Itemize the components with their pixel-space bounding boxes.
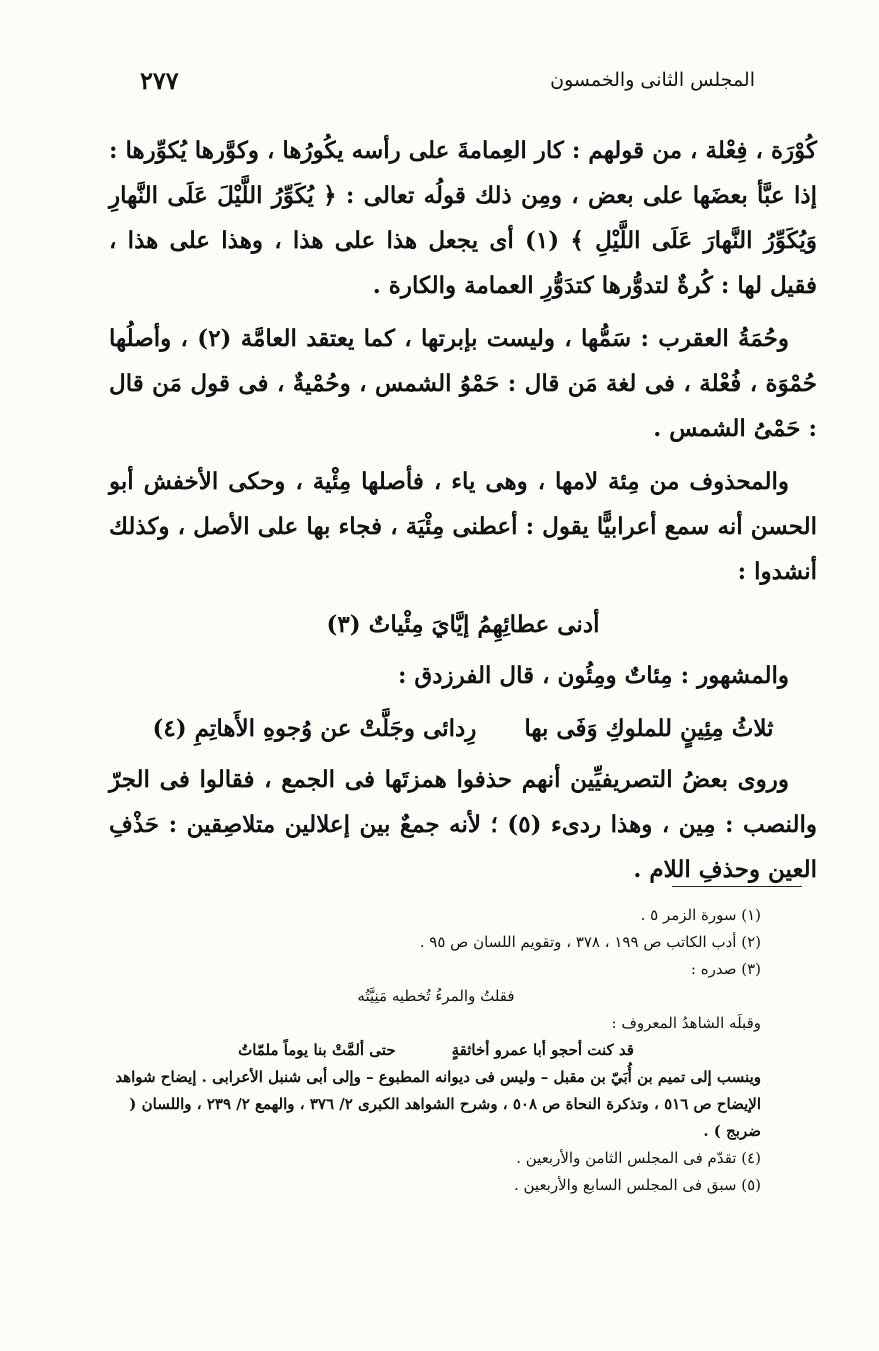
verse-2-second-hemistich: رِدائى وجَلَّتْ عن وُجوهِ الأَهاتِمِ (٤) [152, 715, 477, 742]
paragraph-5: وروى بعضُ التصريفيِّين أنهم حذفوا همزتَها فى الجمع ، فقالوا فى الجرّ والنصب : مِين ، وهذا ردىء (٥) ؛ لأنه جمعٌ بين إعلالين متلاصِقين : حَذْفِ العين وحذفِ اللام . [109, 766, 817, 883]
footnote-3-label: (٣) صدره : [690, 960, 761, 978]
footnote-5: (٥) سبق فى المجلس السابع والأربعين . [513, 1176, 761, 1194]
main-text [109, 128, 817, 900]
paragraph-1: كُوْرَة ، فِعْلة ، من قولهم : كار العِمامةَ على رأسه يكُورُها ، وكوَّرها يُكوِّرها : إذا عبَّأ بعضَها على بعض ، ومِن ذلك قولُه تعالى : ﴿ يُكَوِّرُ اللَّيْلَ عَلَى النَّهارِ وَيُكَوِّرُ النَّهارَ عَلَى اللَّيْلِ ﴾ (١) أى يجعل هذا على هذا ، وهذا على هذا ، فقيل لها : كُرةٌ لتدوُّرها كتدَوُّرِ العمامة والكارة . [109, 137, 817, 299]
footnote-3-couplet-first: قد كنت أحجو أبا عمرو أخاثقةٍ [451, 1041, 634, 1059]
footnote-divider [672, 886, 802, 887]
footnotes [111, 902, 761, 1199]
footnote-1: (١) سورة الزمر ٥ . [640, 906, 761, 924]
footnote-2: (٢) أدب الكاتب ص ١٩٩ ، ٣٧٨ ، وتقويم اللسان ص ٩٥ . [419, 933, 761, 951]
footnote-3-couplet [111, 1037, 761, 1064]
paragraph-4: والمشهور : مِئاتٌ ومِئُون ، قال الفرزدق : [397, 662, 789, 689]
footnote-3-intro: وقبلَه الشاهدُ المعروف : [611, 1014, 761, 1032]
footnote-4: (٤) تقدّم فى المجلس الثامن والأربعين . [516, 1149, 761, 1167]
paragraph-3: والمحذوف من مِئة لامها ، وهى ياء ، فأصلها مِئْية ، وحكى الأخفش أبو الحسن أنه سمع أعرابيًّا يقول : أعطنى مِئْيَة ، فجاء بها على الأصل ، وكذلك أنشدوا : [109, 468, 817, 585]
page-number: ٢٧٧ [140, 65, 179, 95]
running-header [140, 60, 755, 100]
chapter-title: المجلس الثانى والخمسون [550, 69, 755, 91]
footnote-3-source: وينسب إلى تميم بن أُبَيّ بن مقبل – وليس فى ديوانه المطبوع – وإلى أبى شنبل الأعرابى . إيضاح شواهد الإيضاح ص ٥١٦ ، وتذكرة النحاة ص ٥٠٨ ، وشرح الشواهد الكبرى ٢/ ٣٧٦ ، والهمع ٢/ ٢٣٩ ، واللسان ( ضربج ) . [115, 1068, 761, 1140]
footnote-3-verse: فقلتُ والمرءُ تُخطيه مَنِيَّتُه [357, 987, 515, 1005]
verse-1: أدنى عطائِهِمُ إيَّايَ مِئْياتٌ (٣) [326, 611, 600, 638]
verse-2 [109, 706, 817, 751]
footnote-3-couplet-second: حتى ألمَّتْ بنا يوماً ملمّاتُ [238, 1041, 396, 1059]
verse-2-first-hemistich: ثلاثُ مِئِينٍ للملوكِ وَفَى بها [524, 715, 774, 742]
paragraph-2: وحُمَةُ العقرب : سَمُّها ، وليست بإبرتها ، كما يعتقد العامَّة (٢) ، وأصلُها حُمْوَة ، فُعْلة ، فى لغة مَن قال : حَمْوُ الشمس ، وحُمْيةٌ ، فى قول مَن قال : حَمْىُ الشمس . [109, 325, 817, 442]
